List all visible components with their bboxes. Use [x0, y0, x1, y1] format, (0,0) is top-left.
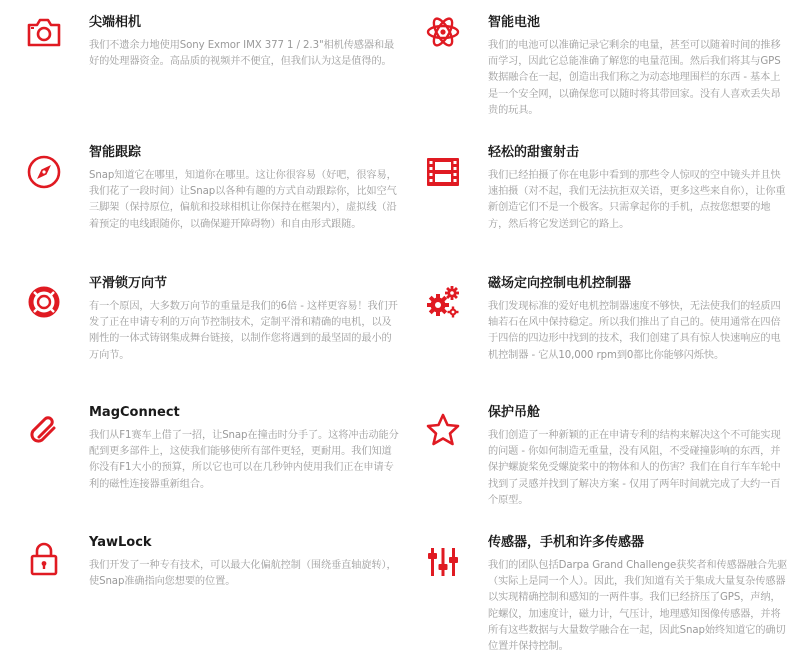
feature-title: 保护吊舱 — [488, 405, 541, 420]
feature-title: MagConnect — [89, 405, 180, 420]
feature-title: 尖端相机 — [89, 15, 142, 30]
atom-icon — [425, 14, 461, 50]
feature-description: 我们从F1赛车上借了一招，让Snap在撞击时分手了。这将冲击动能分配到更多部件上，这使我们能够使所有部件更轻，更耐用。我们知道你没有F1大小的预算，所以它也可以在几秒钟内使用我们正在申请专利的磁性连接器重新组合。 — [89, 430, 399, 490]
feature-title: 传感器，手机和许多传感器 — [488, 535, 645, 550]
feature-description: Snap知道它在哪里，知道你在哪里。这让你很容易（好吧，很容易，我们花了一段时间）让Snap以各种有趣的方式自动跟踪你，比如空气三脚架（保持原位，偏航和投球相机让你保持在框架内），虚拟线（沿着预定的电线跟随你，以确保避开障碍物）和自由形式跟随。 — [89, 170, 397, 230]
feature-title: 平滑锁万向节 — [89, 276, 168, 291]
feature-description: 有一个原因，大多数万向节的重量是我们的6倍 - 这样更容易！我们开发了正在申请专利的万向节控制技术，定制平滑和精确的电机，以及刚性的一体式铸钢集成舞台链接，以制作您将遇到的最坚固的最小的万向节。 — [89, 301, 398, 361]
lifebuoy-icon — [26, 284, 62, 320]
feature-description: 我们发现标准的爱好电机控制器速度不够快，无法使我们的轻质四轴若石在风中保持稳定。所以我们推出了自己的。使用通常在四倍于四倍的四边形中找到的技术，我们创建了具有惊人快速响应的电机控制器 - 它从10,000 rpm到0都比你能够闪烁快。 — [488, 301, 781, 361]
sliders-icon — [425, 544, 461, 580]
feature-title: YawLock — [89, 535, 152, 550]
gears-icon — [425, 284, 461, 320]
film-icon — [425, 154, 461, 190]
feature-description: 我们的电池可以准确记录它剩余的电量，甚至可以随着时间的推移而学习，因此它总能准确了解您的电量范围。然后我们将其与GPS数据融合在一起，创造出我们称之为动态地理围栏的东西 - 基本上是一个安全网，以确保您可以随时将其带回家。没有人喜欢丢失昂贵的玩具。 — [488, 40, 781, 116]
star-icon — [425, 412, 461, 448]
feature-title: 智能跟踪 — [89, 145, 142, 160]
feature-description: 我们创造了一种新颖的正在申请专利的结构来解决这个不可能实现的问题 - 你如何制造无重量，没有风阻，不受碰撞影响的东西，并保护螺旋桨免受螺旋桨中的物体和人的伤害？我们在自行车车轮中找到了灵感并找到了解决方案 - 仅用了两年时间就完成了大约一百个原型。 — [488, 430, 781, 506]
feature-title: 轻松的甜蜜射击 — [488, 145, 580, 160]
lock-icon — [26, 541, 62, 577]
compass-icon — [26, 154, 62, 190]
feature-description: 我们开发了一种专有技术，可以最大化偏航控制（围绕垂直轴旋转），使Snap准确指向您想要的位置。 — [89, 560, 397, 588]
feature-description: 我们不遗余力地使用Sony Exmor IMX 377 1 / 2.3"相机传感器和最好的处理器资金。高品质的视频并不便宜，但我们认为这是值得的。 — [89, 40, 395, 68]
feature-title: 磁场定向控制电机控制器 — [488, 276, 632, 291]
camera-icon — [26, 14, 62, 50]
paperclip-icon — [26, 412, 62, 448]
feature-title: 智能电池 — [488, 15, 541, 30]
feature-description: 我们的团队包括Darpa Grand Challenge获奖者和传感器融合先驱（实际上是同一个人）。因此，我们知道有关于集成大量复杂传感器以实现精确控制和感知的一两件事。我们已经挤压了GPS，声纳，陀螺仪，加速度计，磁力计，气压计，地理感知图像传感器，并将所有这些数据与大量数学融合在一起，因此Snap始终知道它的确切位置并保持控制。 — [488, 560, 788, 653]
feature-description: 我们已经拍摄了你在电影中看到的那些令人惊叹的空中镜头并且快速拍摄（对不起，我们无法抗拒双关语，更多这些来自你），让你重新创造它们不是一个极客。只需拿起你的手机，点按您想要的地方，然后将它发送到它的路上。 — [488, 170, 786, 230]
